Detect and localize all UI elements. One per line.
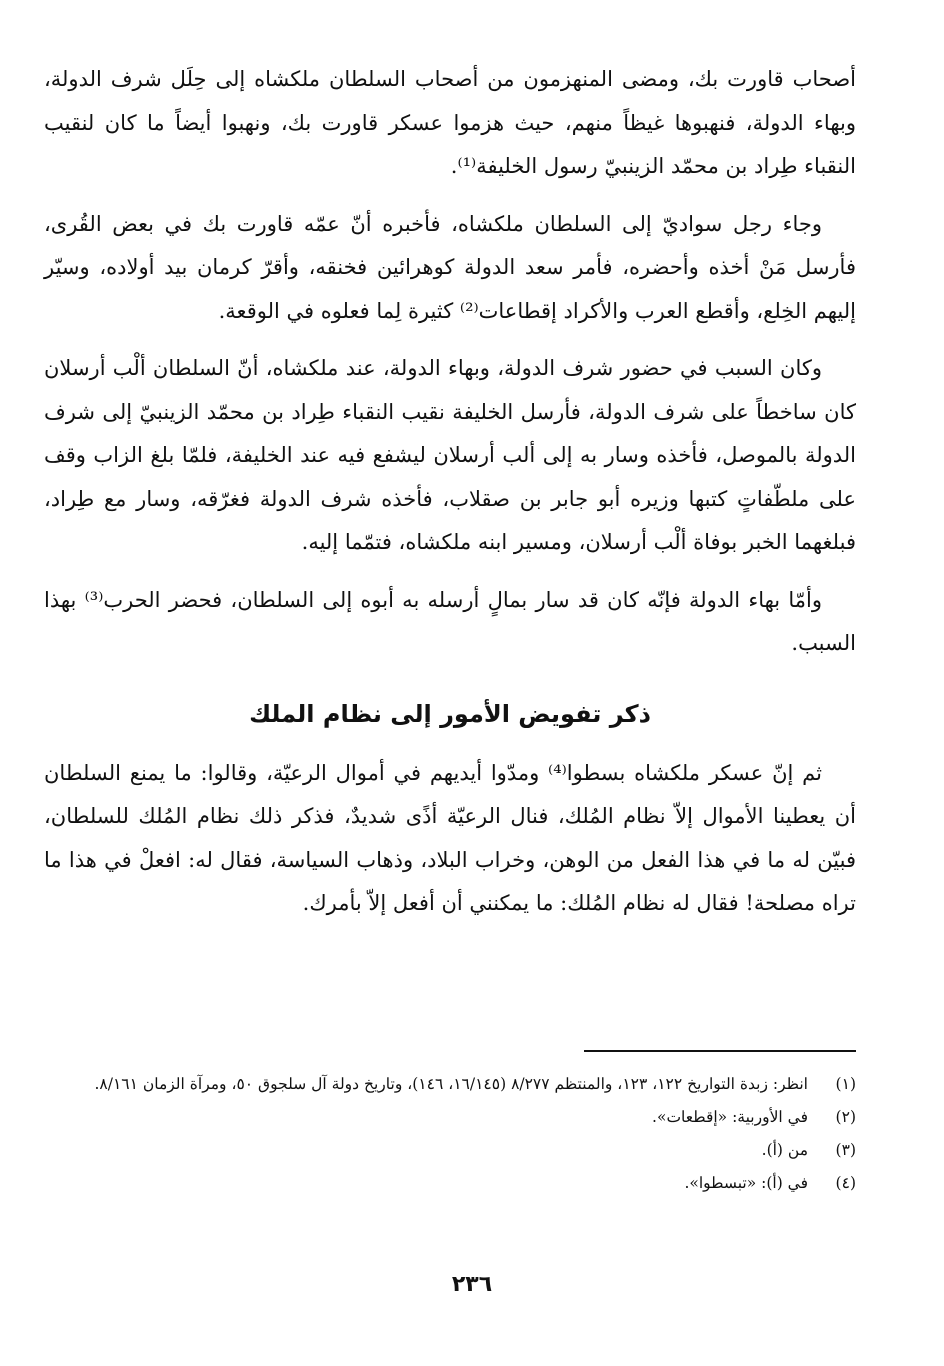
footnote-text: في الأوربية: «إقطعات».	[652, 1108, 808, 1126]
paragraph-2: وجاء رجل سواديّ إلى السلطان ملكشاه، فأخبره أنّ عمّه قاورت بك في بعض القُرى، فأرسل مَنْ أخذه وأحضره، فأمر سعد الدولة كوهرائين فخنقه، وأقرّ كرمان بيد أولاده، وسيّر إليهم الخِلع، وأقطع العرب والأكراد إقطاعات⁽²⁾ كثيرة لِما فعلوه في الوقعة.	[44, 211, 856, 323]
footnote-text: من (أ).	[761, 1141, 808, 1159]
footnote-2	[44, 1101, 856, 1134]
footnote-number: (١)	[835, 1075, 856, 1093]
footnote-number: (٤)	[835, 1174, 856, 1192]
paragraph-3: وكان السبب في حضور شرف الدولة، وبهاء الدولة، عند ملكشاه، أنّ السلطان ألْب أرسلان كان ساخطاً على شرف الدولة، فأرسل الخليفة نقيب النقباء طِراد بن محمّد الزينبيّ إلى شرف الدولة بالموصل، فأخذه وسار به إلى ألب أرسلان ليشفع فيه عند الخليفة، فلمّا بلغ الزاب وقف على ملطّفاتٍ كتبها وزيره أبو جابر بن صقلاب، فأخذه شرف الدولة فغرّقه، وسار مع طِراد، فبلغهما الخبر بوفاة ألْب أرسلان، ومسير ابنه ملكشاه، فتمّما إليه.	[44, 356, 857, 554]
footnote-divider	[584, 1050, 856, 1052]
footnote-text: في (أ): «تبسطوا».	[684, 1174, 808, 1192]
footnote-number: (٣)	[835, 1141, 856, 1159]
page-number: ٢٣٦	[451, 1272, 493, 1297]
paragraph-4: وأمّا بهاء الدولة فإنّه كان قد سار بمالٍ أرسله به أبوه إلى السلطان، فحضر الحرب⁽³⁾ بهذا السبب.	[44, 587, 856, 655]
footnote-3	[44, 1134, 856, 1167]
section-paragraph-1: ثم إنّ عسكر ملكشاه بسطوا⁽⁴⁾ ومدّوا أيديهم في أموال الرعيّة، وقالوا: ما يمنع السلطان أن يعطينا الأموال إلاّ نظام المُلك، فنال الرعيّة أذًى شديدٌ، فذكر ذلك نظام المُلك للسلطان، فبيّن له ما في هذا الفعل من الوهن، وخراب البلاد، وذهاب السياسة، فقال له: افعلْ في هذا ما تراه مصلحة! فقال له نظام المُلك: ما يمكنني أن أفعل إلاّ بأمرك.	[44, 760, 856, 915]
footnote-4	[44, 1167, 856, 1200]
main-text	[44, 58, 856, 940]
section-heading: ذكر تفويض الأمور إلى نظام الملك	[249, 699, 651, 728]
paragraph-1: أصحاب قاورت بك، ومضى المنهزمون من أصحاب السلطان ملكشاه إلى حِلَل شرف الدولة، وبهاء الدولة، فنهبوها غيظاً منهم، حيث هزموا عسكر قاورت بك، ونهبوا أيضاً ما كان لنقيب النقباء طِراد بن محمّد الزينبيّ رسول الخليفة⁽¹⁾.	[44, 67, 856, 178]
footnotes	[44, 1068, 856, 1200]
footnote-number: (٢)	[835, 1108, 856, 1126]
footnote-text: انظر: زبدة التواريخ ١٢٢، ١٢٣، والمنتظم ٨/٢٧٧ (١٦/١٤٥، ١٤٦)، وتاريخ دولة آل سلجوق ٥٠، ومرآة الزمان ٨/١٦١.	[94, 1075, 808, 1093]
footnote-1	[44, 1068, 856, 1101]
